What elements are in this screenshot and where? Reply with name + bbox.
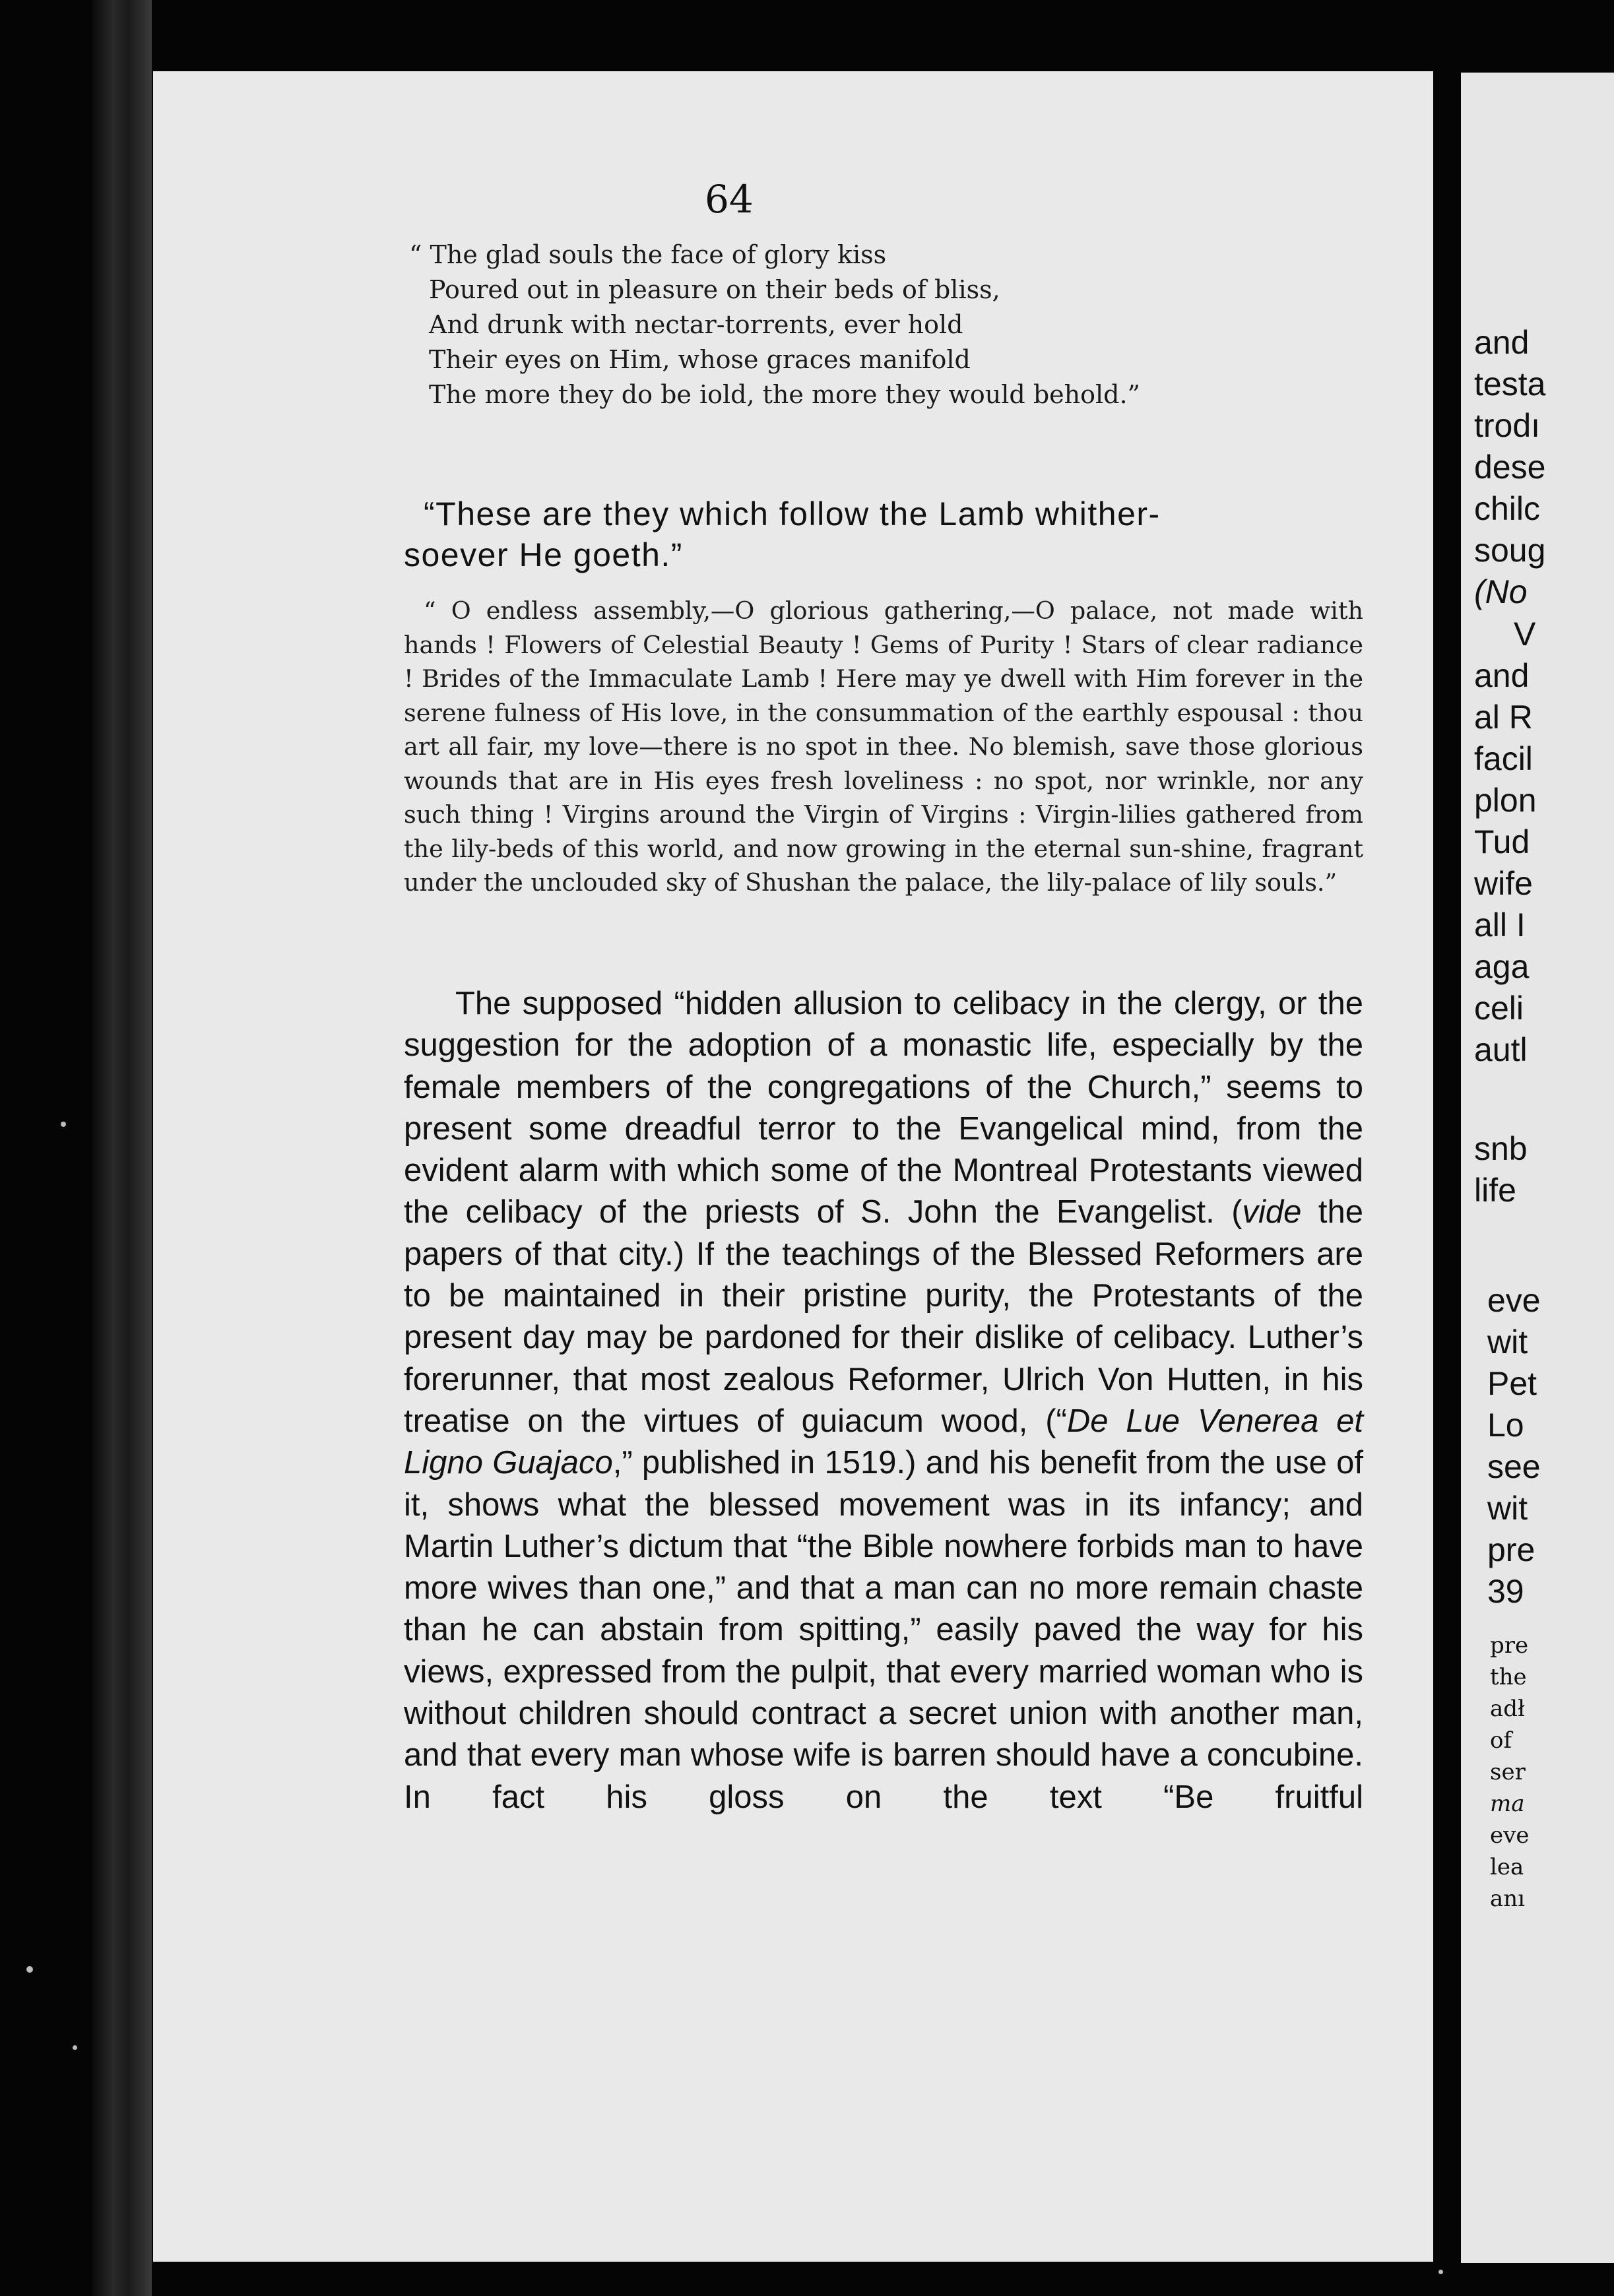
book-binding	[92, 0, 152, 2296]
fragment-line: Lo	[1487, 1407, 1524, 1444]
speck	[73, 2045, 77, 2050]
fragment-line: see	[1487, 1448, 1541, 1485]
fragment-line: dese	[1474, 449, 1546, 486]
fragment-line: autl	[1474, 1031, 1528, 1068]
fragment-line: wit	[1487, 1323, 1528, 1360]
right-page-fragment	[1474, 614, 1537, 1071]
page-number: 64	[705, 177, 754, 222]
fragment-line: facil	[1474, 740, 1533, 777]
right-page-fragment	[1474, 1128, 1528, 1211]
fragment-line: Pet	[1487, 1365, 1537, 1402]
fragment-line: trodı	[1474, 407, 1541, 444]
right-page	[1461, 73, 1614, 2263]
fragment-line: wit	[1487, 1490, 1528, 1527]
right-page-fragment	[1487, 1280, 1541, 1612]
right-page-fragment	[1474, 322, 1545, 613]
fragment-line: the	[1490, 1664, 1527, 1690]
fragment-line: pre	[1487, 1531, 1535, 1568]
fragment-line: aga	[1474, 948, 1530, 985]
fragment-line: of	[1490, 1727, 1512, 1754]
fragment-line: eve	[1487, 1282, 1541, 1319]
fragment-line: testa	[1474, 366, 1546, 402]
fragment-line: pre	[1490, 1632, 1529, 1659]
body-paragraph	[404, 983, 1363, 1818]
fragment-line: Tud	[1474, 823, 1530, 860]
fragment-line: 39	[1487, 1573, 1524, 1610]
fragment-line: wife	[1474, 865, 1533, 902]
poem-line: “ The glad souls the face of glory kiss	[409, 240, 887, 269]
scripture-quote	[404, 494, 1363, 575]
poem-line: Their eyes on Him, whose graces manifold	[429, 345, 971, 374]
fragment-line: plon	[1474, 782, 1537, 819]
fragment-line: al R	[1474, 699, 1533, 736]
right-page-footnote-fragment	[1490, 1630, 1529, 1915]
scripture-quote-line: soever He goeth.”	[404, 536, 683, 573]
fragment-line: all I	[1474, 907, 1526, 943]
body-text-run: The supposed “hidden allusion to celibacy in the clergy, or the suggestion for the adoption of a monastic life, especially by the female members of the congregations of the Church,” seems to present some dreadful terror to the Evangelical mind, from the evident alarm with which some of the Montreal Protestants viewed the celibacy of the priests of S. John the Evangelist.	[404, 986, 1363, 1230]
fragment-line: (No	[1474, 573, 1528, 610]
poem-line: The more they do be iold, the more they would behold.”	[429, 380, 1140, 409]
fragment-line: celi	[1474, 990, 1524, 1027]
scripture-quote-line: “These are they which follow the Lamb whither-	[424, 495, 1161, 532]
devotional-quote	[404, 594, 1363, 900]
poem-line: Poured out in pleasure on their beds of bliss,	[429, 275, 1000, 304]
devotional-quote-text: “ O endless assembly,—O glorious gathering,—O palace, not made with hands ! Flowers of Celestial Beauty ! Gems of Purity ! Stars of clear radiance ! Brides of the Immaculate Lamb ! Here may ye dwell with Him forever in the serene fulness of His love, in the consummation of the earthly espousal : thou art all fair, my love—there is no spot in thee. No blemish, save those glorious wounds that are in His eyes fresh loveliness : no spot, nor wrinkle, nor any such thing ! Virgins around the Virgin of Virgins : Virgin-lilies gathered from the lily-beds of this world, and now growing in the eternal sun-shine, fragrant under the unclouded sky of Shushan the palace, the lily-palace of lily souls.”	[404, 596, 1363, 897]
fragment-line: eve	[1490, 1822, 1530, 1849]
poem-line: And drunk with nectar-torrents, ever hold	[429, 310, 963, 339]
body-text-run: the papers of that city.) If the teachings of the Blessed Reformers are to be maintained in their pristine purity, the Protestants of the present day may be pardoned for their dislike of celibacy. Luther’s forerunner, that most zealous Reformer, Ulrich Von Hutten, in his treatise on the virtues of guiacum wood, (“	[404, 1194, 1363, 1439]
body-text-run: ,” published in 1519.) and his benefit from the use of it, shows what the blessed movement was in its infancy; and Martin Luther’s dictum that “the Bible nowhere forbids man to have more wives than one,” and that a man can no more remain chaste than he can abstain from spitting,” easily paved the way for his views, expressed from the pulpit, that every married woman who is without children should contract a secret union with another man, and that every man whose wife is barren should have a concubine. In fact his gloss on the text “Be fruitful	[404, 1445, 1363, 1815]
fragment-line: V	[1514, 616, 1536, 653]
fragment-line: adł	[1490, 1696, 1526, 1722]
speck	[26, 1966, 33, 1973]
latin-title-italic: De Lue Venerea et Ligno Guajaco	[404, 1403, 1364, 1481]
fragment-line: ser	[1490, 1759, 1526, 1785]
fragment-line: and	[1474, 657, 1530, 694]
body-text: The supposed “hidden allusion to celibacy in the clergy, or the suggestion for the adoption of a monastic life, especially by the female members of the congregations of the Church,” seems to present some dreadful terror to the Evangelical mind, from the evident alarm with which some of the Montreal Protestants viewed the celibacy of the priests of S. John the Evangelist. (vide the papers of that city.) If the teachings of the Blessed Reformers are to be maintained in their pristine purity, the Protestants of the present day may be pardoned for their dislike of celibacy. Luther’s forerunner, that most zealous Reformer, Ulrich Von Hutten, in his treatise on the virtues of guiacum wood, (“De Lue Venerea et Ligno Guajaco,” published in 1519.) and his benefit from the use of it, shows what the blessed movement was in its infancy; and Martin Luther’s dictum that “the Bible nowhere forbids man to have more wives than one,” and that a man can no more remain chaste than he can abstain from spitting,” easily paved the way for his views, expressed from the pulpit, that every married woman who is without children should contract a secret union with another man, and that every man whose wife is barren should have a concubine. In fact his gloss on the text “Be fruitful	[404, 986, 1364, 1815]
speck	[61, 1122, 66, 1127]
fragment-line: and	[1474, 324, 1530, 361]
poem-quote	[409, 238, 1399, 412]
speck	[1438, 2270, 1443, 2274]
fragment-line: ma	[1490, 1791, 1525, 1817]
fragment-line: anı	[1490, 1886, 1526, 1912]
vide-italic: vide	[1242, 1194, 1302, 1230]
fragment-line: life	[1474, 1172, 1516, 1209]
fragment-line: lea	[1490, 1854, 1524, 1880]
fragment-line: snb	[1474, 1130, 1528, 1167]
fragment-line: chilc	[1474, 490, 1541, 527]
fragment-line: soug	[1474, 532, 1546, 569]
